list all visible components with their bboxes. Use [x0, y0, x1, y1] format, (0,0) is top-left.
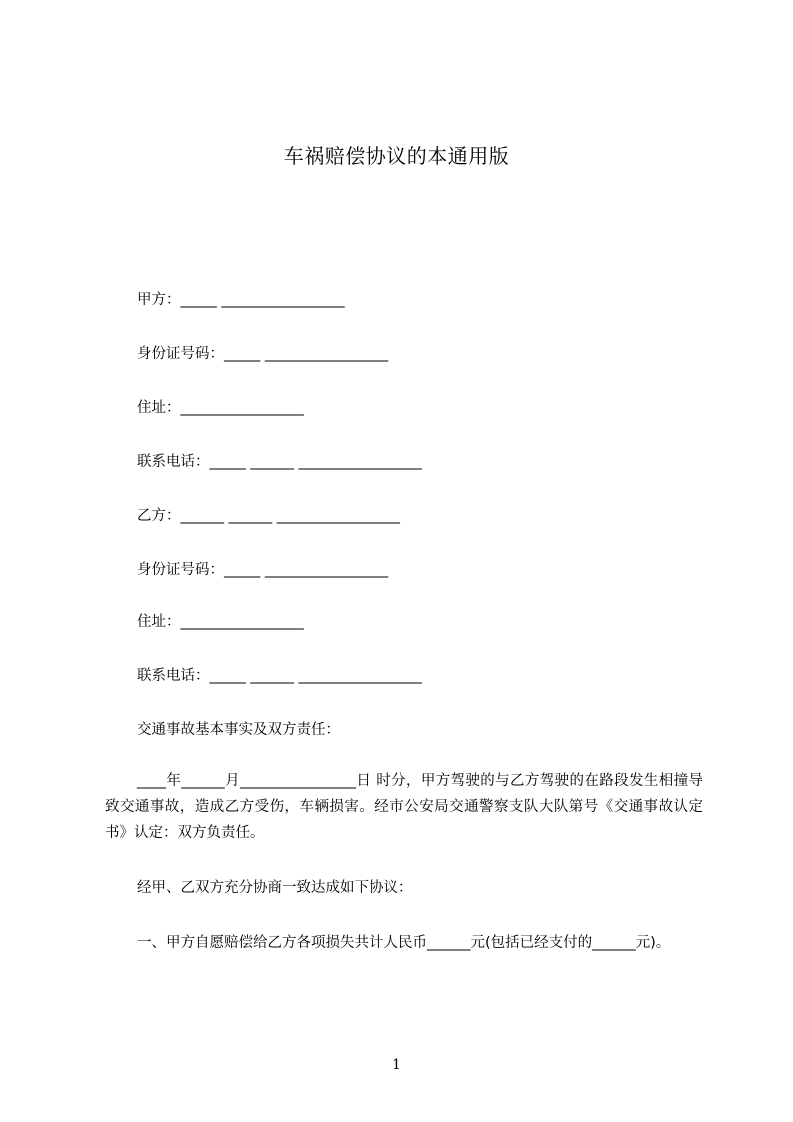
party-b-phone-line: 联系电话：_____ ______ _________________ [137, 668, 422, 684]
facts-paragraph-text: ____年______月________________日 时分，甲方驾驶的与乙方驾驶的在路段发生相撞导致交通事故，造成乙方受伤，车辆损害。经市公安局交通警察支队大队第号《交通事故认定书》认定：双方负责任。 [105, 773, 703, 841]
facts-paragraph [105, 768, 703, 846]
party-b-id-line: 身份证号码：_____ _________________ [137, 562, 389, 578]
clause-1-text: 一、甲方自愿赔偿给乙方各项损失共计人民币______元(包括已经支付的______元)。 [137, 935, 671, 951]
page-number: 1 [392, 1057, 401, 1073]
facts-heading: 交通事故基本事实及双方责任： [137, 722, 340, 738]
party-b-address-line: 住址：_________________ [137, 614, 304, 630]
agreement-intro: 经甲、乙双方充分协商一致达成如下协议： [137, 880, 413, 896]
document-title: 车祸赔偿协议的本通用版 [283, 144, 510, 168]
party-a-phone-line: 联系电话：_____ ______ _________________ [137, 454, 422, 470]
party-a-id-line: 身份证号码：_____ _________________ [137, 346, 389, 362]
party-a-address-line: 住址：_________________ [137, 400, 304, 416]
party-a-name-line: 甲方：_____ _________________ [137, 292, 345, 308]
clause-1-paragraph [105, 930, 703, 956]
party-b-name-line: 乙方：______ ______ _________________ [137, 508, 400, 524]
